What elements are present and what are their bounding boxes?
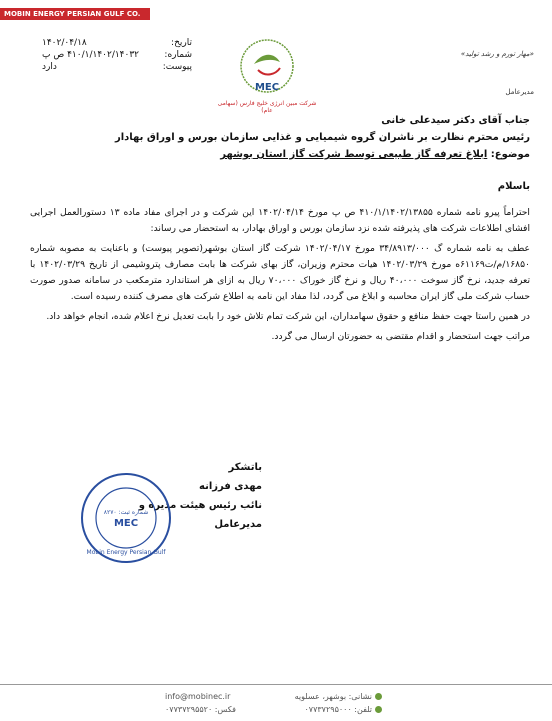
- number-row: [42, 49, 192, 61]
- footer-address-row: [262, 690, 382, 703]
- location-icon: [375, 693, 382, 700]
- footer-divider: [0, 684, 552, 685]
- number-label: شماره:: [164, 50, 192, 60]
- slogan: «مهار تورم و رشد تولید»: [460, 50, 534, 58]
- date-value: ۱۴۰۲/۰۴/۱۸: [42, 38, 87, 48]
- date-label: تاریخ:: [171, 38, 192, 48]
- body-paragraph-3: در همین راستا جهت حفظ منافع و حقوق سهامداران، این شرکت تمام تلاش خود را بابت تعدیل نرخ اعلام شده، انجام خواهد داد.: [46, 311, 530, 322]
- signer-name: مهدی فرزانه: [199, 481, 262, 492]
- attachment-row: [42, 61, 192, 73]
- attachment-label: پیوست:: [162, 62, 192, 72]
- logo-caption: شرکت مبین انرژی خلیج فارس (سهامی عام): [217, 100, 317, 114]
- subject-line: [30, 146, 530, 163]
- body-paragraph-2: عطف به نامه شماره گ ۳۴/۸۹۱۳/۰۰۰ مورخ ۱۴۰۲/۰۴/۱۷ شرکت گاز استان بوشهر(تصویر پیوست) و باعنایت به مصوبه شماره ۱۶۸۵۰/م/ت۶۱۱۶۹ه مورخ ۱۴۰۲/۰۳/۲۹ هیات محترم وزیران، گاز بهای شرکت ها بابت مصارف پتروشیمی از تاریخ ۱۴۰۲/۰۳/۲۹ با تعرفه جدید، نرخ گاز سوخت ۴۰،۰۰۰ ریال و نرخ گاز خوراک ۷۰،۰۰۰ ریال به ازای هر استاندارد مترمکعب در سامانه صدور صورت حساب شرکت ملی گاز ایران محاسبه و ابلاغ می گردد، لذا مفاد این نامه به اطلاع شرکت های مصرف کننده رسیده است.: [30, 243, 531, 302]
- letter-body: [30, 205, 530, 349]
- attachment-value: دارد: [42, 62, 57, 72]
- stamp-abbr: MEC: [113, 518, 139, 529]
- signer-title: نائب رئیس هیئت مدیره و مدیرعامل: [138, 500, 262, 530]
- subject-label: موضوع:: [490, 149, 530, 160]
- slogan-signature: مدیرعامل: [505, 88, 534, 96]
- footer-phone-row: [262, 703, 382, 716]
- address-block: [30, 112, 530, 163]
- number-value: ۴۱۰/۱/۱۴۰۲/۱۴۰۳۲ ص پ: [42, 50, 140, 60]
- logo-abbr: MEC: [254, 82, 280, 93]
- footer-phone: تلفن: ۰۷۷۳۷۲۹۵۰۰۰: [304, 705, 372, 714]
- phone-icon: [375, 706, 382, 713]
- date-row: [42, 37, 192, 49]
- body-paragraph-1: احتراماً پیرو نامه شماره ۴۱۰/۱/۱۴۰۲/۱۳۸۵۵ ص پ مورخ ۱۴۰۲/۰۴/۱۴ این شرکت و در اجرای مفاد ماده ۱۳ دستورالعمل اجرایی افشای اطلاعات شرکت های پذیرفته شده نزد سازمان بورس و اوراق بهادار، به استحضار می رساند:: [30, 207, 530, 234]
- footer-fax: فکس: ۰۷۷۳۷۲۹۵۵۲۰: [165, 705, 236, 714]
- footer-left: [165, 690, 275, 716]
- footer-email[interactable]: info@mobinec.ir: [165, 692, 231, 701]
- company-logo: [232, 34, 302, 104]
- greeting: باسلام: [497, 181, 530, 192]
- subject-text: ابلاغ تعرفه گاز طبیعی توسط شرکت گاز استان بوشهر: [220, 149, 488, 160]
- footer-address: نشانی: بوشهر، عسلویه: [294, 692, 372, 701]
- recipient-title: رئیس محترم نظارت بر ناشران گروه شیمیایی و غذایی سازمان بورس و اوراق بهادار: [114, 132, 530, 143]
- stamp-text: Mobin Energy Persian Gulf: [86, 549, 166, 556]
- company-stamp: [78, 470, 174, 566]
- stamp-reg: شماره ثبت: ۸۲۷۰: [103, 509, 149, 516]
- body-paragraph-4: مراتب جهت استحضار و اقدام مقتضی به حضورتان ارسال می گردد.: [271, 331, 530, 342]
- company-brand-bar: MOBIN ENERGY PERSIAN GULF CO.: [0, 8, 150, 20]
- letter-meta: [42, 37, 192, 73]
- closing: باتشکر: [228, 462, 262, 473]
- recipient-name: جناب آقای دکتر سیدعلی خانی: [381, 115, 530, 126]
- footer-right: [262, 690, 382, 716]
